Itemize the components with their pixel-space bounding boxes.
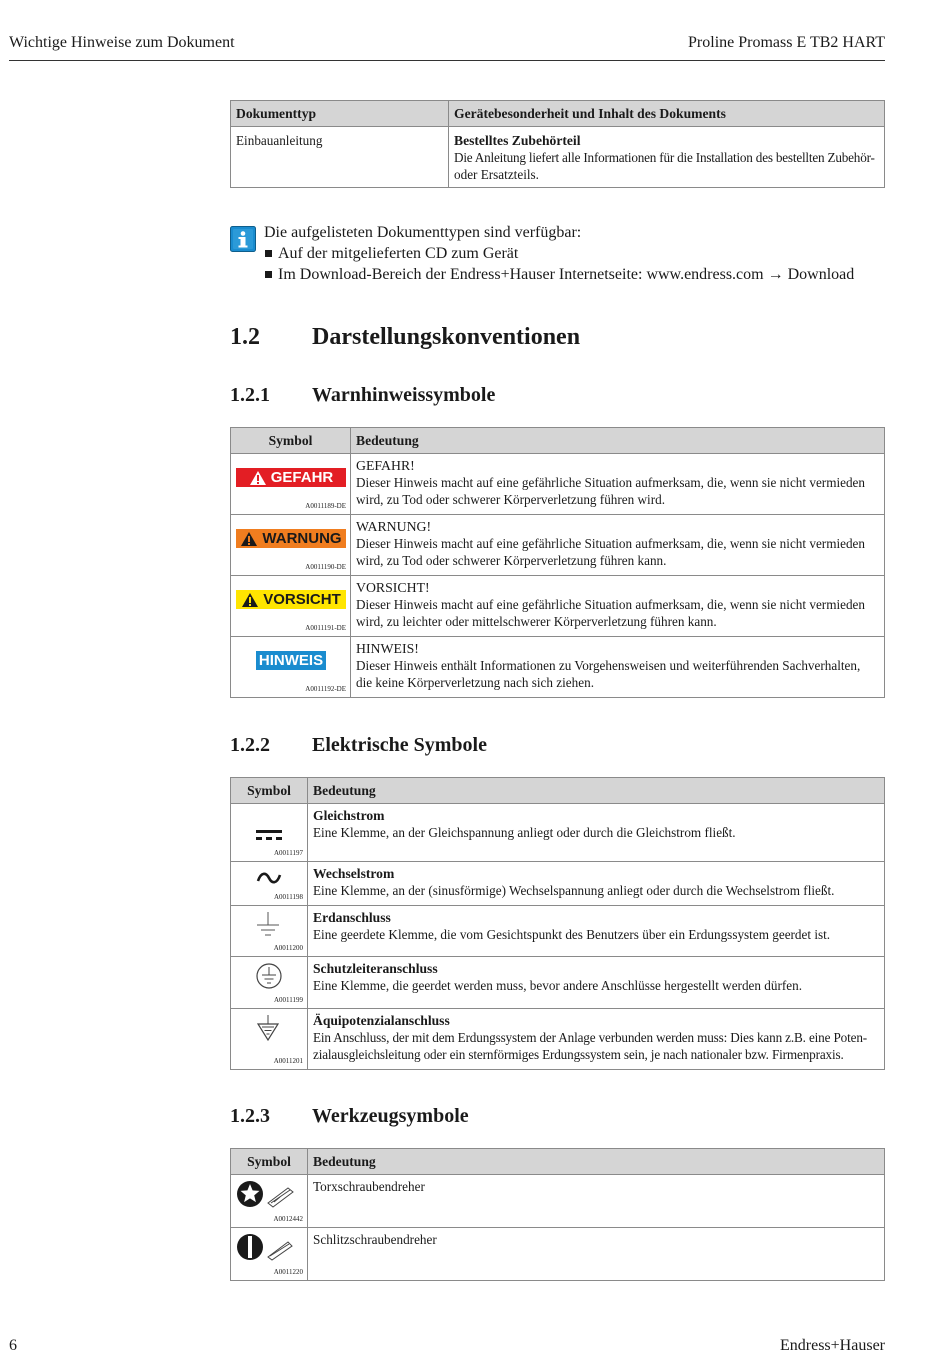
meaning-cell: [308, 906, 885, 957]
col-header-symbol: Symbol: [231, 1149, 308, 1175]
meaning-cell: Schlitzschraubendreher: [308, 1228, 885, 1281]
subsection-heading: [230, 734, 487, 757]
meaning-title: Wechselstrom: [313, 866, 395, 881]
doc-content-cell: [449, 127, 885, 188]
page-number: 6: [9, 1337, 17, 1354]
subsection-heading: [230, 384, 495, 407]
meaning-line: zialausgleichsleitung oder ein sternförmiges Erdungssystem sein, je nach nationaler bzw. Firmenpraxis.: [313, 1047, 844, 1062]
symbol-code: A0012442: [273, 1215, 303, 1223]
torx-screwdriver-icon: [236, 1180, 298, 1210]
meaning-cell: [351, 454, 885, 515]
list-item-text: Im Download-Bereich der Endress+Hauser Internetseite: www.endress.com → Download: [278, 266, 855, 283]
meaning-cell: [308, 1009, 885, 1070]
section-title: Darstellungskonventionen: [312, 324, 581, 350]
warning-symbol-cell: [231, 454, 351, 515]
list-item-text: Auf der mitgelieferten CD zum Gerät: [278, 245, 519, 262]
flat-screwdriver-icon: [236, 1233, 298, 1263]
electrical-symbol-cell: [231, 804, 308, 862]
meaning-line: die keine Körperverletzung nach sich ziehen.: [356, 675, 594, 690]
notice-badge: [256, 651, 326, 670]
badge-label: VORSICHT: [263, 591, 341, 608]
warning-symbol-cell: [231, 637, 351, 698]
list-item: [264, 264, 854, 285]
symbol-code: A0011220: [273, 1268, 303, 1276]
tool-symbols-table: [230, 1148, 885, 1281]
doctype-cell: Einbauanleitung: [231, 127, 449, 188]
electrical-symbol-cell: [231, 906, 308, 957]
badge-label: GEFAHR: [270, 469, 334, 486]
col-header-meaning: Bedeutung: [308, 1149, 885, 1175]
meaning-line: wird, zu Tod oder schwerer Körperverletzung führen kann.: [356, 553, 667, 568]
protective-earth-icon: [255, 962, 283, 990]
doc-content-line: oder Ersatzteils.: [454, 167, 539, 182]
symbol-code: A0011201: [273, 1057, 303, 1065]
meaning-title: HINWEIS!: [356, 641, 419, 656]
header-section-title: Wichtige Hinweise zum Dokument: [9, 34, 235, 51]
meaning-line: Dieser Hinweis macht auf eine gefährliche Situation aufmerksam, die, wenn sie nicht vermieden: [356, 536, 866, 551]
meaning-cell: Torxschraubendreher: [308, 1175, 885, 1228]
symbol-code: A0011191-DE: [305, 624, 346, 632]
document-type-table: [230, 100, 885, 188]
meaning-title: WARNUNG!: [356, 519, 432, 534]
meaning-line: wird, zu Tod oder schwerer Körperverletzung führen wird.: [356, 492, 665, 507]
page-header: [9, 32, 885, 61]
symbol-code: A0011192-DE: [305, 685, 346, 693]
col-header-doctype: Dokumenttyp: [231, 101, 449, 127]
warning-symbol-cell: [231, 576, 351, 637]
meaning-cell: [308, 804, 885, 862]
direct-current-icon: [255, 828, 283, 842]
warning-symbol-cell: [231, 515, 351, 576]
subsection-number: 1.2.1: [230, 384, 270, 406]
meaning-title: VORSICHT!: [356, 580, 430, 595]
meaning-title: GEFAHR!: [356, 458, 415, 473]
meaning-cell: [351, 576, 885, 637]
alternating-current-icon: [256, 871, 282, 885]
badge-label: WARNUNG: [262, 530, 342, 547]
meaning-cell: [308, 862, 885, 906]
warning-triangle-icon: [240, 531, 258, 547]
ground-icon: [255, 911, 281, 939]
col-header-symbol: Symbol: [231, 778, 308, 804]
meaning-cell: [351, 637, 885, 698]
info-icon: [230, 226, 256, 252]
meaning-line: Eine Klemme, an der (sinusförmige) Wechselspannung anliegt oder durch die Wechselstrom fließt.: [313, 883, 835, 898]
tool-symbol-cell: [231, 1175, 308, 1228]
warning-triangle-icon: [241, 592, 259, 608]
section-number: 1.2: [230, 324, 260, 350]
meaning-title: Erdanschluss: [313, 910, 391, 925]
warning-badge: [236, 529, 346, 548]
header-product-name: Proline Promass E TB2 HART: [688, 34, 885, 51]
electrical-symbols-table: [230, 777, 885, 1070]
meaning-line: wird, zu leichter oder mittelschwerer Körperverletzung führen kann.: [356, 614, 717, 629]
bullet-icon: [265, 271, 272, 278]
subsection-number: 1.2.3: [230, 1105, 270, 1127]
section-heading: [230, 324, 580, 351]
doc-content-title: Bestelltes Zubehörteil: [454, 133, 581, 148]
symbol-code: A0011197: [273, 849, 303, 857]
caution-badge: [236, 590, 346, 609]
warning-symbols-table: [230, 427, 885, 698]
meaning-line: Eine Klemme, an der Gleichspannung anliegt oder durch die Gleichstrom fließt.: [313, 825, 736, 840]
footer-brand: Endress+Hauser: [780, 1337, 885, 1354]
meaning-cell: [351, 515, 885, 576]
subsection-title: Werkzeugsymbole: [312, 1105, 469, 1127]
note-intro: Die aufgelisteten Dokumenttypen sind verfügbar:: [264, 224, 582, 241]
bullet-icon: [265, 250, 272, 257]
warning-triangle-icon: [249, 470, 267, 486]
tool-symbol-cell: [231, 1228, 308, 1281]
subsection-heading: [230, 1105, 469, 1128]
symbol-code: A0011200: [273, 944, 303, 952]
subsection-number: 1.2.2: [230, 734, 270, 756]
symbol-code: A0011199: [273, 996, 303, 1004]
danger-badge: [236, 468, 346, 487]
col-header-meaning: Bedeutung: [308, 778, 885, 804]
electrical-symbol-cell: [231, 862, 308, 906]
col-header-meaning: Bedeutung: [351, 428, 885, 454]
meaning-title: Gleichstrom: [313, 808, 385, 823]
meaning-title: Schutzleiteranschluss: [313, 961, 438, 976]
meaning-title: Äquipotenzialanschluss: [313, 1013, 450, 1028]
col-header-symbol: Symbol: [231, 428, 351, 454]
note-list: [264, 243, 854, 285]
equipotential-icon: [255, 1014, 281, 1042]
badge-label: HINWEIS: [258, 652, 324, 669]
meaning-line: Dieser Hinweis enthält Informationen zu Vorgehensweisen und weiterführenden Sachverhalten,: [356, 658, 861, 673]
meaning-line: Eine Klemme, die geerdet werden muss, bevor andere Anschlüsse hergestellt werden dürfen.: [313, 978, 802, 993]
symbol-code: A0011198: [273, 893, 303, 901]
electrical-symbol-cell: [231, 957, 308, 1009]
electrical-symbol-cell: [231, 1009, 308, 1070]
subsection-title: Elektrische Symbole: [312, 734, 487, 756]
list-item: [264, 243, 854, 264]
meaning-line: Eine geerdete Klemme, die vom Gesichtspunkt des Benutzers über ein Erdungssystem geerdet ist.: [313, 927, 831, 942]
symbol-code: A0011190-DE: [305, 563, 346, 571]
subsection-title: Warnhinweissymbole: [312, 384, 496, 406]
symbol-code: A0011189-DE: [305, 502, 346, 510]
doc-content-line: Die Anleitung liefert alle Informationen für die Installation des bestellten Zubehör-: [454, 150, 875, 165]
meaning-line: Dieser Hinweis macht auf eine gefährliche Situation aufmerksam, die, wenn sie nicht vermieden: [356, 475, 866, 490]
meaning-cell: [308, 957, 885, 1009]
meaning-line: Dieser Hinweis macht auf eine gefährliche Situation aufmerksam, die, wenn sie nicht vermieden: [356, 597, 866, 612]
meaning-line: Ein Anschluss, der mit dem Erdungssystem der Anlage verbunden werden muss: Dies kann z.B. eine Poten-: [313, 1030, 868, 1045]
col-header-content: Gerätebesonderheit und Inhalt des Dokuments: [449, 101, 885, 127]
